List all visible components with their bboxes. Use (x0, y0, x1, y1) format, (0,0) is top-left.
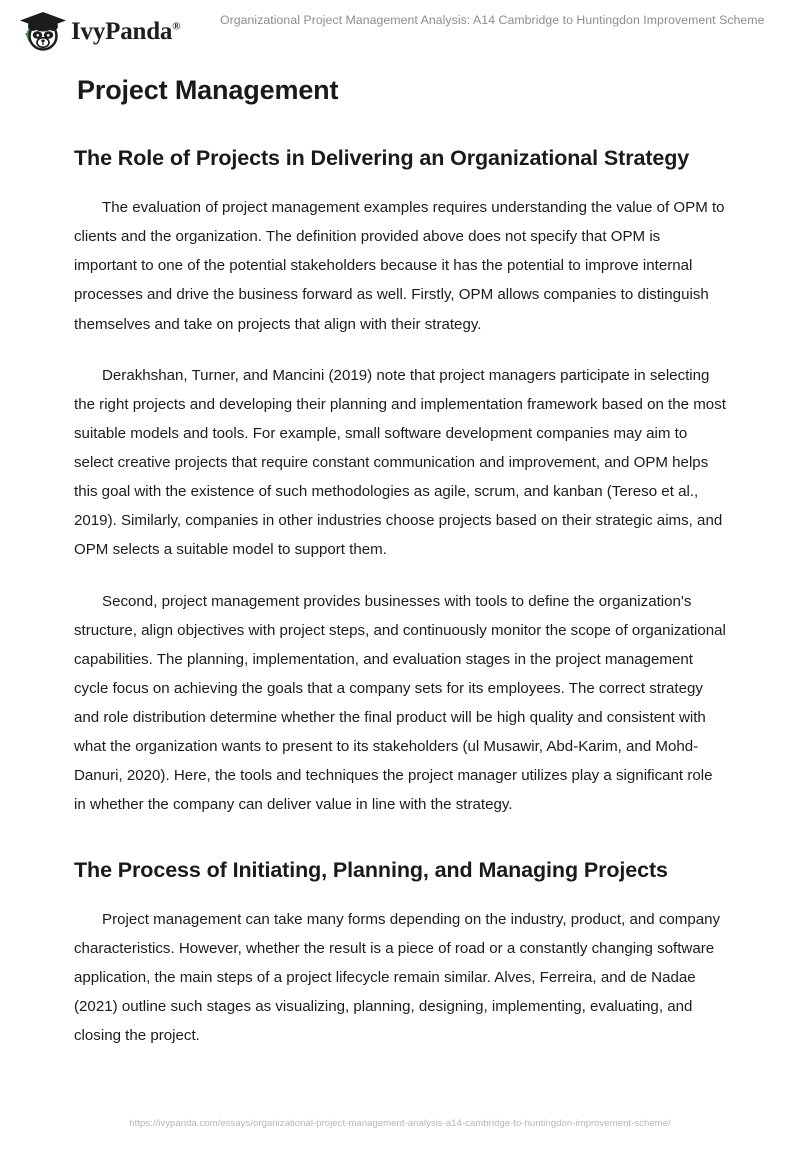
registered-trademark-icon: ® (172, 20, 181, 33)
brand-wordmark (71, 19, 180, 44)
document-body (74, 74, 726, 1065)
section-heading: The Role of Projects in Delivering an Organizational Strategy (74, 145, 690, 170)
header-document-title: Organizational Project Management Analysis: A14 Cambridge to Huntingdon Improvement Scheme (220, 13, 765, 27)
page-footer (0, 1100, 800, 1160)
ivypanda-panda-logo-icon (14, 10, 68, 52)
source-url-link[interactable]: https://ivypanda.com/essays/organizational-project-management-analysis-a14-cambridge-to-huntingdon-improvement-scheme/ (129, 1118, 671, 1129)
section-role-of-projects (74, 142, 726, 820)
paragraph-spacer (74, 579, 726, 587)
paragraph: Second, project management provides businesses with tools to define the organization's structure, align objectives with project steps, and continuously monitor the scope of organizational capabilities. The planning, implementation, and evaluation stages in the project management cycle focus on achieving the goals that a company sets for its employees. The correct strategy and role distribution determine whether the final product will be high quality and consistent with what the organization wants to present to its stakeholders (ul Musawir, Abd-Karim, and Mohd-Danuri, 2020). Here, the tools and techniques the project manager utilizes play a significant role in whether the company can deliver value in line with the strategy. (74, 592, 726, 814)
paragraph: Project management can take many forms depending on the industry, product, and company characteristics. However, whether the result is a piece of road or a constantly changing software application, the main steps of a project lifecycle remain similar. Alves, Ferreira, and de Nadae (2021) outline such stages as visualizing, planning, designing, implementing, evaluating, and closing the project. (74, 910, 721, 1045)
brand-name-text: IvyPanda (71, 17, 173, 45)
page-header (0, 0, 800, 62)
brand-logo-link[interactable] (14, 10, 180, 52)
paragraph: Derakhshan, Turner, and Mancini (2019) note that project managers participate in selecting the right projects and developing their planning and implementation framework based on the most suitable models and tools. For example, small software development companies may aim to select creative projects that require constant communication and improvement, and OPM helps this goal with the existence of such methodologies as agile, scrum, and kanban (Tereso et al., 2019). Similarly, companies in other industries choose projects based on their strategic aims, and OPM selects a suitable model to support them. (74, 366, 726, 559)
paragraph-spacer (74, 353, 726, 361)
section-spacer (74, 834, 726, 854)
section-process-of-initiating (74, 854, 726, 1051)
page-title: Project Management (77, 75, 339, 105)
section-heading: The Process of Initiating, Planning, and Managing Projects (74, 857, 668, 882)
paragraph: The evaluation of project management examples requires understanding the value of OPM to clients and the organization. The definition provided above does not specify that OPM is important to one of the potential stakeholders because it has the potential to improve internal processes and drive the business forward as well. Firstly, OPM allows companies to distinguish themselves and take on projects that align with their strategy. (74, 199, 725, 333)
